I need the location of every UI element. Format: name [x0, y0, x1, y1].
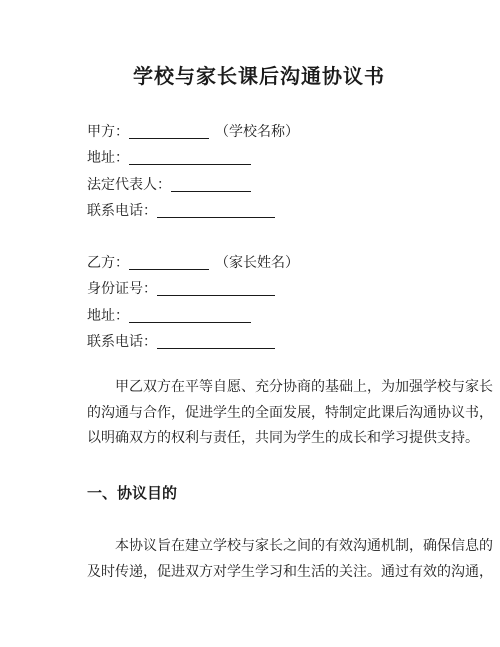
party-a-note: （学校名称）: [215, 123, 299, 140]
party-a-rep-blank[interactable]: [171, 176, 251, 192]
intro-paragraph: [87, 375, 493, 452]
party-b-address-blank[interactable]: [129, 307, 251, 323]
party-b-phone-line: [87, 325, 427, 352]
document-title: 学校与家长课后沟通协议书: [133, 64, 385, 88]
party-a-name-line: [87, 114, 427, 141]
party-b-address-label: 地址：: [87, 307, 129, 324]
section-1-heading: 一、协议目的: [87, 484, 178, 502]
party-b-name-line: [87, 245, 427, 272]
party-a-label: 甲方：: [87, 123, 129, 140]
party-a-address-line: [87, 141, 427, 168]
party-b-block: [87, 245, 427, 351]
party-b-phone-blank[interactable]: [157, 333, 275, 349]
party-b-id-label: 身份证号：: [87, 281, 157, 297]
party-a-rep-label: 法定代表人：: [87, 176, 171, 193]
party-b-address-line: [87, 298, 427, 325]
party-a-phone-blank[interactable]: [157, 202, 275, 218]
party-b-note: （家长姓名）: [215, 254, 299, 271]
party-a-name-blank[interactable]: [129, 123, 209, 139]
section-1-line: 本协议旨在建立学校与家长之间的有效沟通机制，确保信息的: [87, 538, 493, 554]
intro-line: 以明确双方的权利与责任，共同为学生的成长和学习提供支持。: [87, 430, 479, 446]
party-a-address-label: 地址：: [87, 150, 129, 166]
section-1-line: 及时传递，促进双方对学生学习和生活的关注。通过有效的沟通，: [87, 563, 493, 580]
party-a-phone-line: [87, 194, 427, 221]
party-a-rep-line: [87, 167, 427, 194]
party-a-phone-label: 联系电话：: [87, 203, 157, 219]
party-b-id-line: [87, 272, 427, 299]
party-a-address-blank[interactable]: [129, 149, 251, 165]
party-b-phone-label: 联系电话：: [87, 334, 157, 350]
party-b-label: 乙方：: [87, 254, 129, 271]
party-b-id-blank[interactable]: [157, 280, 275, 296]
intro-line: 甲乙双方在平等自愿、充分协商的基础上，为加强学校与家长: [87, 379, 493, 395]
party-a-block: [87, 114, 427, 220]
party-b-name-blank[interactable]: [129, 254, 209, 270]
intro-line: 的沟通与合作，促进学生的全面发展，特制定此课后沟通协议书，: [87, 404, 493, 421]
section-1-paragraph: [87, 534, 493, 585]
